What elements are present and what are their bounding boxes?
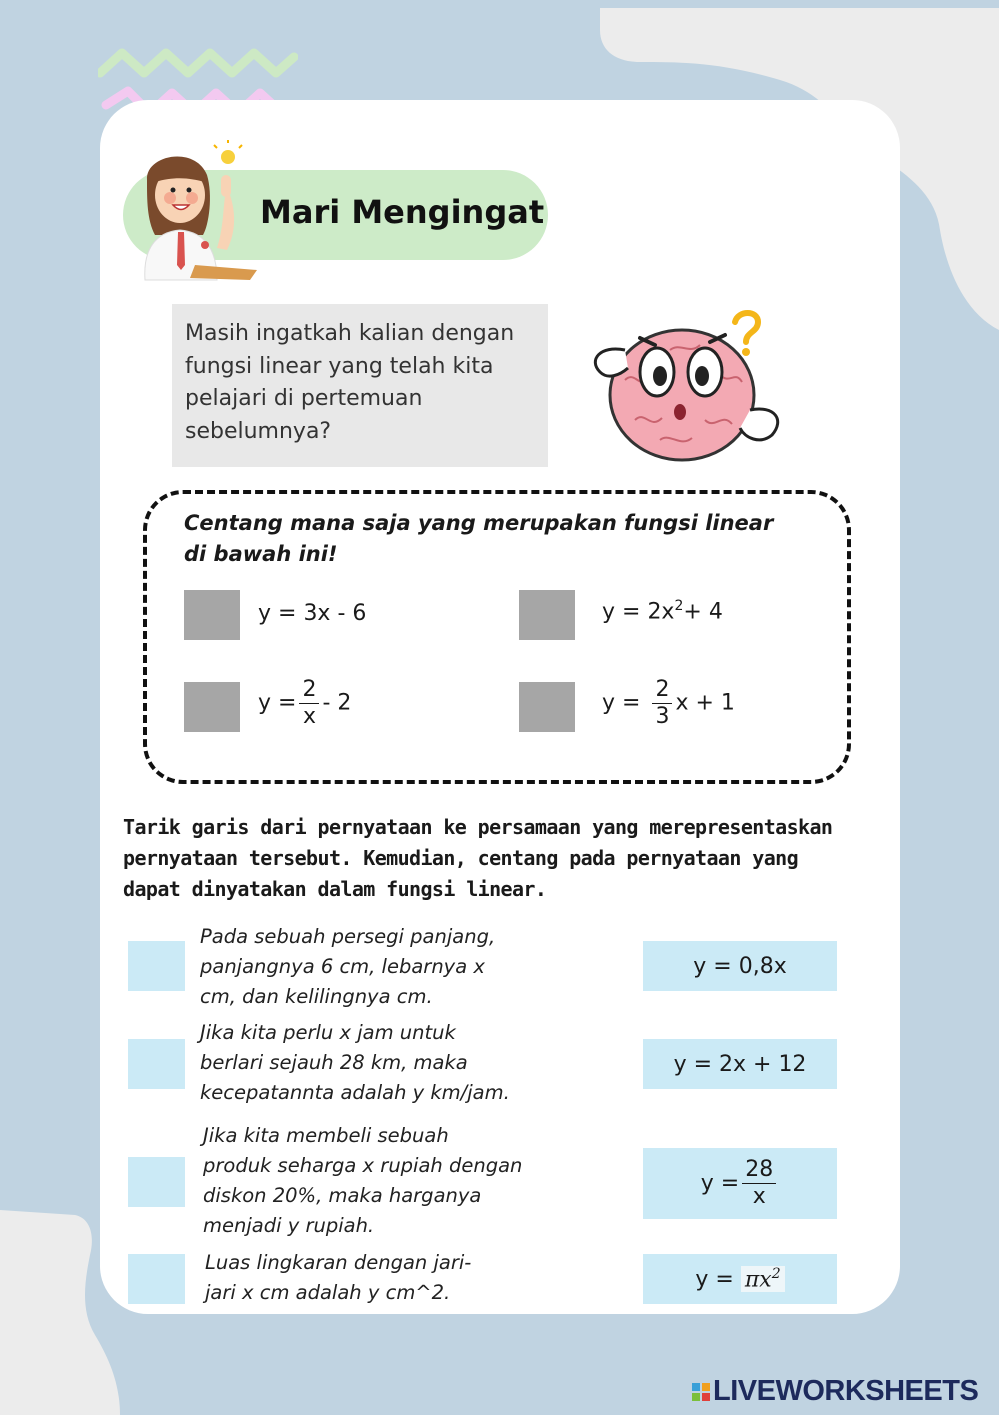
equation-3-rhs: - 2 [322,690,352,716]
statement-2-line: kecepatannta adalah y km/jam. [200,1081,510,1104]
statement-2-line: berlari sejauh 28 km, maka [200,1051,468,1074]
statement-3-line: produk seharga x rupiah dengan [203,1154,523,1177]
statement-1-line: panjangnya 6 cm, lebarnya x [200,955,485,978]
equation-1: y = 3x - 6 [258,601,367,626]
statement-3-line: menjadi y rupiah. [203,1214,375,1237]
statement-4[interactable] [205,1248,471,1308]
answer-3-fraction [742,1157,776,1210]
equation-3-lhs: y = [258,690,297,716]
question-check-linear: Centang mana saja yang merupakan fungsi linear di bawah ini! [184,511,774,566]
equation-3 [258,677,351,730]
statement-2[interactable] [200,1018,510,1108]
answer-4-pi-x: πx [744,1267,772,1293]
confused-brain-illustration [580,300,790,470]
statement-4-line: Luas lingkaran dengan jari- [205,1251,472,1274]
statement-3[interactable] [203,1121,522,1241]
equation-3-numerator: 2 [299,677,319,704]
equation-3-fraction [299,677,319,730]
equation-4 [602,677,735,730]
answer-2-text: y = 2x + 12 [673,1051,807,1077]
checkbox-statement-3[interactable] [128,1157,185,1207]
answer-3-numerator: 28 [742,1157,776,1184]
checkbox-eq4[interactable] [519,682,575,732]
answer-box-4[interactable] [643,1254,837,1304]
answer-3-lhs: y = [700,1171,740,1196]
answer-4-lhs: y = [695,1266,734,1292]
liveworksheets-logo [692,1375,978,1408]
answer-3-denominator: x [752,1184,766,1209]
answer-box-1[interactable] [643,941,837,991]
student-girl-illustration [135,140,265,285]
intro-text: Masih ingatkah kalian dengan fungsi linear yang telah kita pelajari di pertemuan sebelumnya? [185,321,515,444]
equation-3-denominator: x [302,704,316,729]
equation-2 [602,598,723,624]
checkbox-eq1[interactable] [184,590,240,640]
equation-4-numerator: 2 [652,677,672,704]
answer-box-3[interactable] [643,1148,837,1219]
statement-4-line: jari x cm adalah y cm^2. [205,1281,451,1304]
equation-2-exponent: 2 [674,598,684,614]
equation-4-rhs: x + 1 [675,690,735,716]
liveworksheets-logo-icon [692,1383,710,1401]
equation-4-lhs: y = [602,690,641,716]
checkbox-eq3[interactable] [184,682,240,732]
statement-3-line: Jika kita membeli sebuah [203,1124,449,1147]
checkbox-statement-4[interactable] [128,1254,185,1304]
equation-4-denominator: 3 [655,704,670,729]
statement-1-line: Pada sebuah persegi panjang, [200,925,496,948]
matching-instruction: Tarik garis dari pernyataan ke persamaan yang merepresentaskan pernyataan tersebut. Kemudian, centang pada pernyataan yang dapat dinyatakan dalam fungsi linear. [123,815,833,901]
answer-1-text: y = 0,8x [693,953,787,979]
checkbox-eq2[interactable] [519,590,575,640]
liveworksheets-logo-text: LIVEWORKSHEETS [713,1375,979,1407]
equation-2-lhs: y = 2x [602,599,675,625]
statement-2-line: Jika kita perlu x jam untuk [200,1021,456,1044]
answer-4-formula [741,1266,785,1292]
statement-1-line: cm, dan kelilingnya cm. [200,985,433,1008]
page-title: Mari Mengingat [260,193,545,231]
equation-4-fraction [652,677,672,730]
statement-1[interactable] [200,922,495,1012]
answer-box-2[interactable] [643,1039,837,1089]
answer-4-exponent: 2 [771,1265,781,1282]
equation-2-rhs: + 4 [683,599,723,625]
checkbox-statement-1[interactable] [128,941,185,991]
statement-3-line: diskon 20%, maka harganya [203,1184,482,1207]
checkbox-statement-2[interactable] [128,1039,185,1089]
